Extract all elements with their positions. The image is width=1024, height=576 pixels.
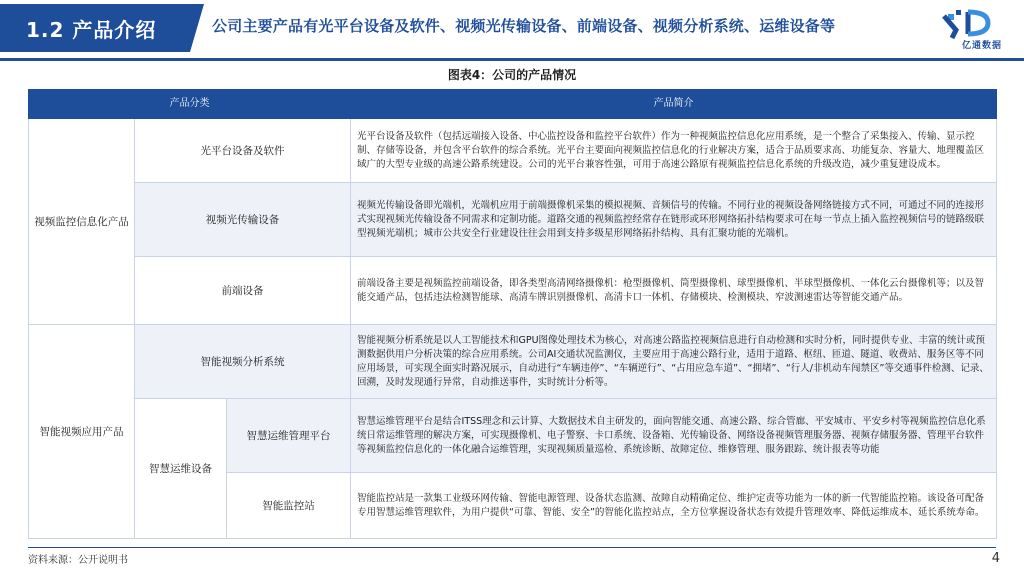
logo-text: 亿通数据 <box>961 41 1002 51</box>
source-note: 资料来源：公开说明书 <box>28 555 128 566</box>
subproduct-cell: 智能监控站 <box>227 473 351 539</box>
description-cell: 智能视频分析系统是以人工智能技术和GPU图像处理技术为核心，对高速公路监控视频信息进行自动检测和实时分析，同时提供专业、丰富的统计或预测数据供用户分析决策的综合应用系统。公司AI交通状况监测仪，主要应用于高速公路行业，适用于道路、枢纽、匝道、隧道、收费站、服务区等不同应用场景，可实现全面实时路况展示，自动进行“车辆违停”、“车辆逆行”、“占用应急车道”、“拥堵”、“行人/非机动车闯禁区”等交通事件检测、记录、回溯，及时发现通行异常，自动推送事件，实时统计分析等。 <box>351 325 997 399</box>
table-row <box>29 257 997 325</box>
footer-rule <box>28 547 996 548</box>
product-cell: 智慧运维设备 <box>135 399 227 539</box>
description-cell: 智能监控站是一款集工业级环网传输、智能电源管理、设备状态监测、故障自动精确定位、维护定责等功能为一体的新一代智能监控箱。该设备可配备专用智慧运维管理软件，为用户提供“可靠、智能、安全”的智能化监控站点，全方位掌握设备状态有效提升管理效率、降低运维成本、延长系统寿命。 <box>351 473 997 539</box>
page-headline: 公司主要产品有光平台设备及软件、视频光传输设备、前端设备、视频分析系统、运维设备等 <box>212 17 836 35</box>
product-table-wrapper <box>28 89 996 539</box>
description-cell: 智慧运维管理平台是结合ITSS理念和云计算、大数据技术自主研发的，面向智能交通、高速公路、综合管廊、平安城市、平安乡村等视频监控信息化系统日常运维管理的解决方案，可实现摄像机、电子警察、卡口系统、设备箱、光传输设备、网络设备视频管理服务器、视频存储服务器、管理平台软件等视频监控信息化的一体化融合运维管理，实现视频质量巡检、系统诊断、故障定位、维修管理、服务跟踪、统计报表等功能 <box>351 399 997 473</box>
category-cell: 视频监控信息化产品 <box>29 119 135 325</box>
product-table <box>28 89 997 539</box>
header-category: 产品分类 <box>29 90 351 119</box>
product-cell: 视频光传输设备 <box>135 183 351 257</box>
table-title: 图表4：公司的产品情况 <box>447 68 577 82</box>
category-cell: 智能视频应用产品 <box>29 325 135 539</box>
subproduct-cell: 智慧运维管理平台 <box>227 399 351 473</box>
table-row <box>29 183 997 257</box>
header-bar <box>0 0 1024 58</box>
product-cell: 前端设备 <box>135 257 351 325</box>
page-number: 4 <box>991 551 1000 566</box>
description-cell: 视频光传输设备即光端机，光端机应用于前端摄像机采集的模拟视频、音频信号的传输。不同行业的视频设备网络链接方式不同，可通过不同的连接形式实现视频光传输设备不同需求和定制功能。道路交通的视频监控经常存在链形或环形网络拓扑结构要求可在每一节点上插入监控视频信号的链路级联型视频光端机；城市公共安全行业建设往往会用到支持多级星形网络拓扑结构、具有汇聚功能的光端机。 <box>351 183 997 257</box>
product-cell: 智能视频分析系统 <box>135 325 351 399</box>
header-rule <box>0 58 1024 61</box>
table-header-row <box>29 90 997 119</box>
product-cell: 光平台设备及软件 <box>135 119 351 183</box>
table-row <box>29 119 997 183</box>
table-row <box>29 325 997 399</box>
description-cell: 光平台设备及软件（包括远端接入设备、中心监控设备和监控平台软件）作为一种视频监控信息化应用系统，是一个整合了采集接入、传输、显示控制、存储等设备，并包含平台软件的综合系统。光平台主要面向视频监控信息化的行业解决方案，适合于品质要求高、功能复杂、容量大、地理覆盖区域广的大型专业级的高速公路系统建设。公司的光平台兼容性强，可用于高速公路原有视频监控信息化系统的升级改造，减少重复建设成本。 <box>351 119 997 183</box>
table-row <box>29 399 997 473</box>
description-cell: 前端设备主要是视频监控前端设备，即各类型高清网络摄像机：枪型摄像机、筒型摄像机、球型摄像机、半球型摄像机、一体化云台摄像机等；以及智能交通产品，包括违法检测智能球、高清车牌识别摄像机、高清卡口一体机、存储模块、检测模块、窄波测速雷达等智能交通产品。 <box>351 257 997 325</box>
header-description: 产品简介 <box>351 90 997 119</box>
section-tag: 1.2 产品介绍 <box>0 4 190 52</box>
